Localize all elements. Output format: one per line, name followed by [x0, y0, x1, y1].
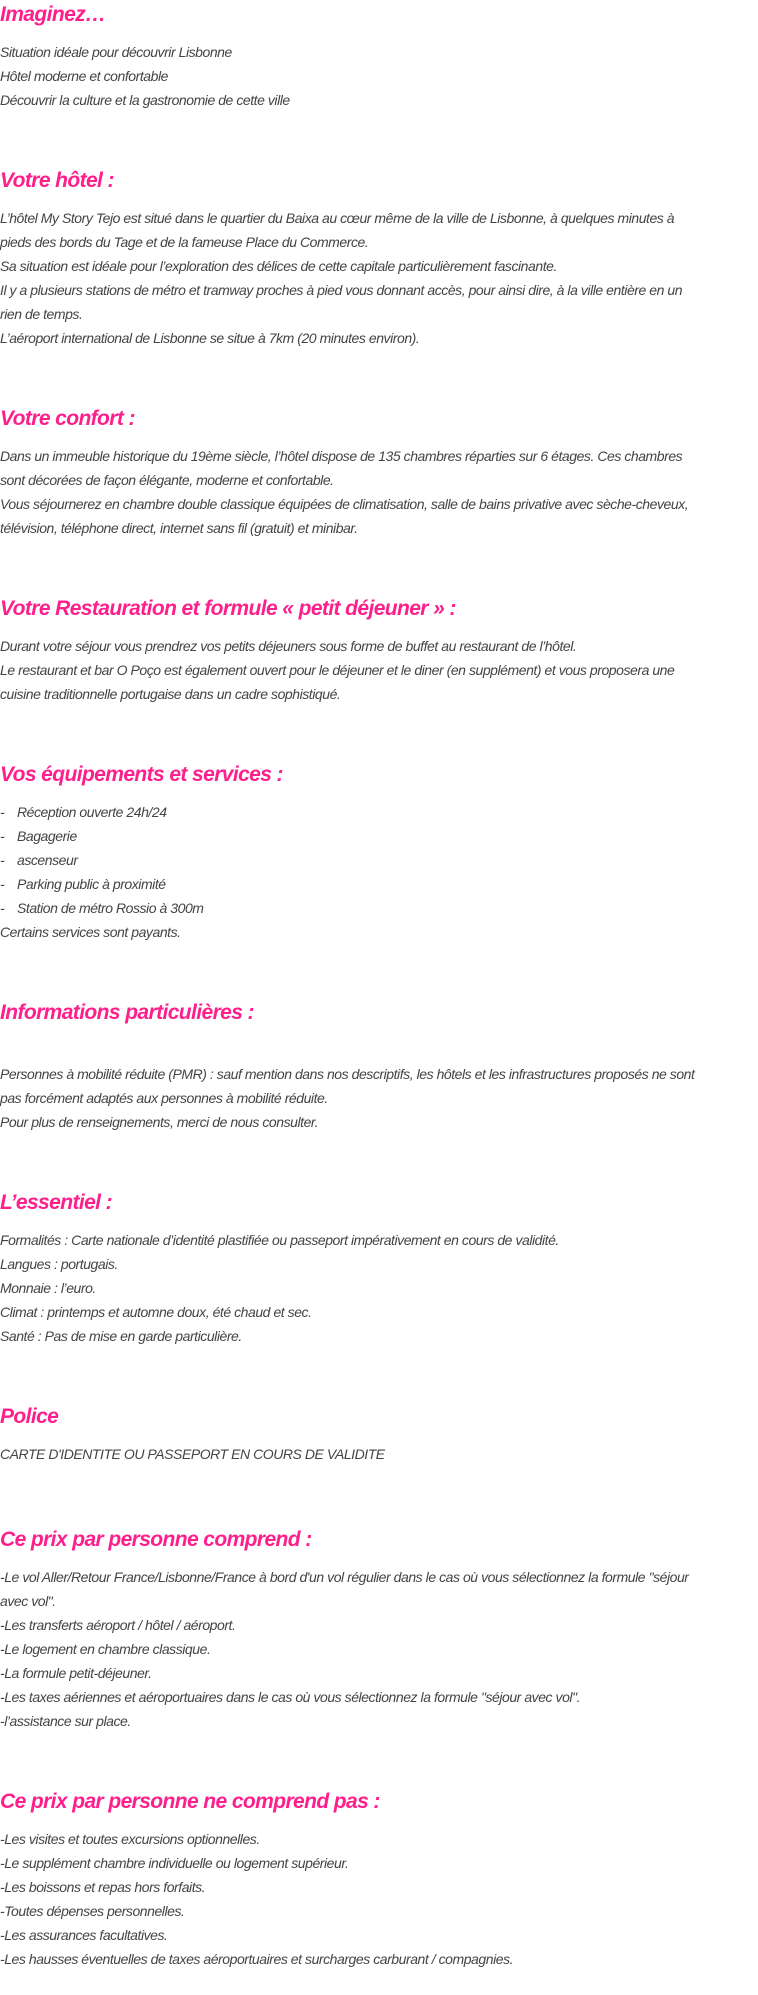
- text-line: -Les visites et toutes excursions optionnelles.: [0, 1831, 260, 1847]
- spacer: [0, 1134, 758, 1158]
- text-line: L’hôtel My Story Tejo est situé dans le quartier du Baixa au cœur même de la ville de Lisbonne, à quelques minutes à: [0, 210, 675, 226]
- section-equipements: [0, 757, 758, 968]
- text-line: -Le vol Aller/Retour France/Lisbonne/France à bord d'un vol régulier dans le cas où vous sélectionnez la formule "séjour: [0, 1569, 689, 1585]
- spacer: [0, 112, 758, 136]
- section-restauration: [0, 591, 758, 730]
- text-line: -Les assurances facultatives.: [0, 1927, 168, 1943]
- text-line: cuisine traditionnelle portugaise dans un cadre sophistiqué.: [0, 686, 341, 702]
- text-line: rien de temps.: [0, 306, 83, 322]
- text-line: Durant votre séjour vous prendrez vos petits déjeuners sous forme de buffet au restaurant de l’hôtel.: [0, 638, 577, 654]
- text-line: Pour plus de renseignements, merci de nous consulter.: [0, 1114, 319, 1130]
- list-item: [0, 896, 758, 920]
- text-line: Il y a plusieurs stations de métro et tramway proches à pied vous donnant accès, pour ainsi dire, à la ville entière en un: [0, 282, 683, 298]
- section-imaginez: [0, 0, 758, 136]
- list-item: [0, 800, 758, 824]
- text-line: -Les boissons et repas hors forfaits.: [0, 1879, 206, 1895]
- text-line: Personnes à mobilité réduite (PMR) : sauf mention dans nos descriptifs, les hôtels et les infrastructures proposés ne sont: [0, 1066, 695, 1082]
- spacer: [0, 944, 758, 968]
- section-heading: L’essentiel :: [0, 1191, 113, 1214]
- list-item: [0, 872, 758, 896]
- section-confort: [0, 401, 758, 564]
- text-line: Découvrir la culture et la gastronomie de cette ville: [0, 92, 290, 108]
- section-ne-comprend-pas: [0, 1784, 758, 1995]
- text-line: Vous séjournerez en chambre double classique équipées de climatisation, salle de bains privative avec sèche-cheveux,: [0, 496, 689, 512]
- text-line: Situation idéale pour découvrir Lisbonne: [0, 44, 232, 60]
- section-heading: Imaginez…: [0, 3, 106, 26]
- section-heading: Ce prix par personne comprend :: [0, 1528, 312, 1551]
- section-heading: Vos équipements et services :: [0, 763, 283, 786]
- list-item-text: Réception ouverte 24h/24: [17, 804, 167, 820]
- list-item: [0, 848, 758, 872]
- list-item-text: Parking public à proximité: [17, 876, 166, 892]
- text-line: -l’assistance sur place.: [0, 1713, 131, 1729]
- text-line: Dans un immeuble historique du 19ème siècle, l’hôtel dispose de 135 chambres réparties sur 6 étages. Ces chambres: [0, 448, 683, 464]
- spacer: [0, 706, 758, 730]
- section-heading: Ce prix par personne ne comprend pas :: [0, 1790, 380, 1813]
- text-line: -La formule petit-déjeuner.: [0, 1665, 152, 1681]
- list-item-text: ascenseur: [17, 852, 78, 868]
- text-line: pas forcément adaptés aux personnes à mobilité réduite.: [0, 1090, 328, 1106]
- spacer: [0, 1348, 758, 1372]
- spacer: [0, 350, 758, 374]
- text-line: avec vol".: [0, 1593, 56, 1609]
- text-line: Climat : printemps et automne doux, été chaud et sec.: [0, 1304, 312, 1320]
- bullet-dash: -: [0, 900, 5, 916]
- text-line: -Le supplément chambre individuelle ou logement supérieur.: [0, 1855, 349, 1871]
- text-line: -Le logement en chambre classique.: [0, 1641, 211, 1657]
- list-item-text: Station de métro Rossio à 300m: [17, 900, 204, 916]
- text-line: Hôtel moderne et confortable: [0, 68, 168, 84]
- text-line: télévision, téléphone direct, internet sans fil (gratuit) et minibar.: [0, 520, 358, 536]
- text-line: -Les hausses éventuelles de taxes aéroportuaires et surcharges carburant / compagnies.: [0, 1951, 514, 1967]
- spacer: [0, 1733, 758, 1757]
- section-hotel: [0, 163, 758, 374]
- text-line: L’aéroport international de Lisbonne se situe à 7km (20 minutes environ).: [0, 330, 420, 346]
- text-line: Le restaurant et bar O Poço est également ouvert pour le déjeuner et le diner (en supplément) et vous proposera une: [0, 662, 675, 678]
- section-essentiel: [0, 1185, 758, 1372]
- section-heading: Police: [0, 1405, 59, 1428]
- spacer: [0, 1971, 758, 1995]
- list-item-text: Bagagerie: [17, 828, 77, 844]
- text-line: CARTE D'IDENTITE OU PASSEPORT EN COURS DE VALIDITE: [0, 1446, 385, 1462]
- text-line: Formalités : Carte nationale d’identité plastifiée ou passeport impérativement en cours de validité.: [0, 1232, 559, 1248]
- section-informations: [0, 995, 758, 1158]
- text-line: Sa situation est idéale pour l’exploration des délices de cette capitale particulièrement fascinante.: [0, 258, 557, 274]
- spacer: [0, 1466, 758, 1490]
- text-line: Langues : portugais.: [0, 1256, 118, 1272]
- section-police: [0, 1399, 758, 1490]
- bullet-dash: -: [0, 876, 5, 892]
- text-line: pieds des bords du Tage et de la fameuse Place du Commerce.: [0, 234, 369, 250]
- text-line: Certains services sont payants.: [0, 924, 181, 940]
- section-heading: Votre Restauration et formule « petit déjeuner » :: [0, 597, 456, 620]
- bullet-dash: -: [0, 828, 5, 844]
- text-line: Monnaie : l’euro.: [0, 1280, 96, 1296]
- section-heading: Informations particulières :: [0, 1001, 254, 1024]
- spacer: [0, 1038, 758, 1062]
- bullet-dash: -: [0, 804, 5, 820]
- text-line: -Les taxes aériennes et aéroportuaires dans le cas où vous sélectionnez la formule "séjour avec vol".: [0, 1689, 581, 1705]
- spacer: [0, 540, 758, 564]
- text-line: -Les transferts aéroport / hôtel / aéroport.: [0, 1617, 236, 1633]
- section-heading: Votre confort :: [0, 407, 135, 430]
- section-comprend: [0, 1522, 758, 1757]
- text-line: sont décorées de façon élégante, moderne et confortable.: [0, 472, 334, 488]
- section-heading: Votre hôtel :: [0, 169, 114, 192]
- text-line: Santé : Pas de mise en garde particulière.: [0, 1328, 242, 1344]
- list-item: [0, 824, 758, 848]
- text-line: -Toutes dépenses personnelles.: [0, 1903, 185, 1919]
- bullet-dash: -: [0, 852, 5, 868]
